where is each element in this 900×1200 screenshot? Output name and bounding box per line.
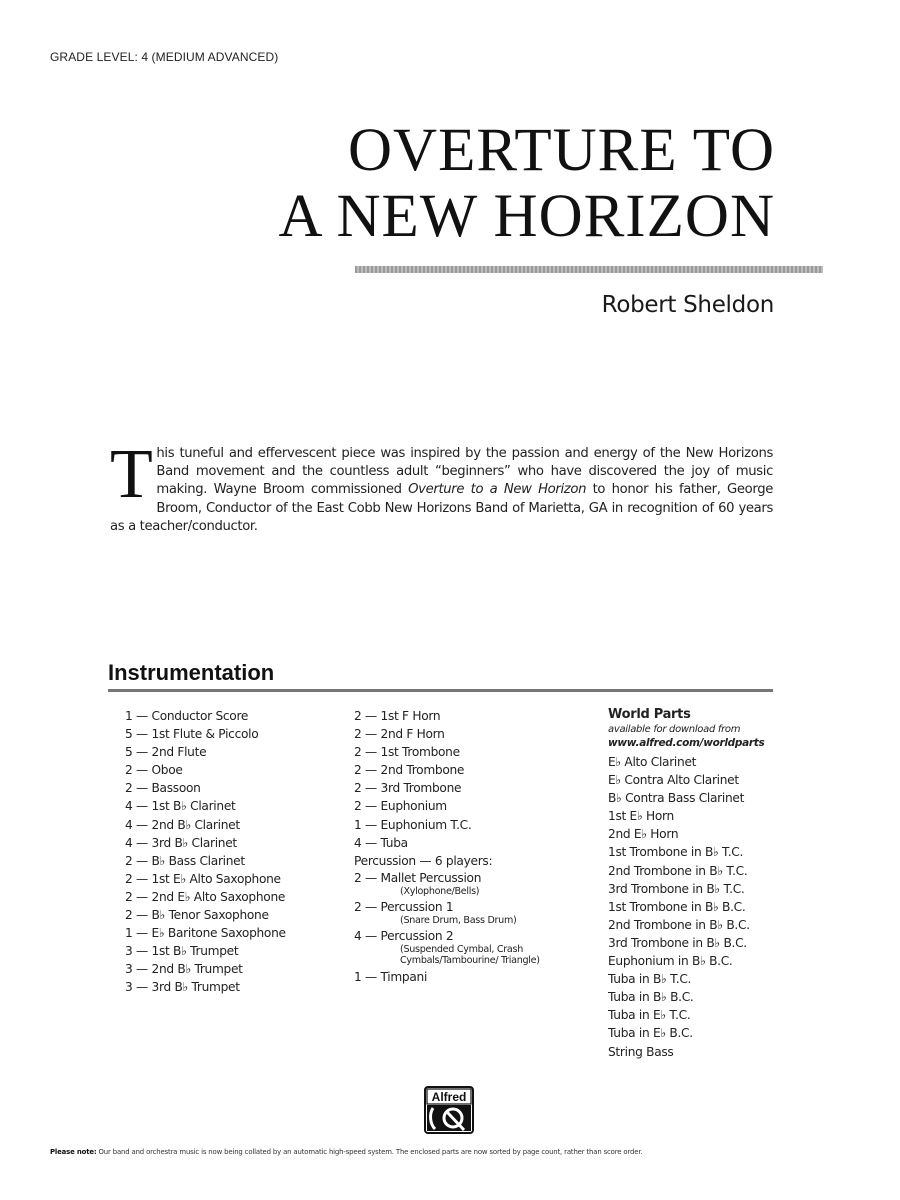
footer-note-text: Our band and orchestra music is now being collated by an automatic high-speed system. The enclosed parts are now sorted by page count, rather than score order. — [96, 1148, 643, 1156]
list-item: 1st E♭ Horn — [608, 809, 674, 824]
list-item: 4 — 2nd B♭ Clarinet — [125, 817, 240, 832]
list-item: 3 — 3rd B♭ Trumpet — [125, 980, 240, 995]
list-item: 2 — 1st E♭ Alto Saxophone — [125, 871, 281, 886]
list-item: 2 — B♭ Bass Clarinet — [125, 853, 245, 868]
instrumentation-divider — [108, 689, 773, 692]
percussion-detail: (Suspended Cymbal, Crash Cymbals/Tambourine/ Triangle) — [400, 943, 540, 966]
list-item: 2 — 1st Trombone — [354, 745, 460, 760]
list-item: 3rd Trombone in B♭ T.C. — [608, 881, 745, 896]
list-item: Euphonium in B♭ B.C. — [608, 954, 733, 969]
list-item: String Bass — [608, 1044, 674, 1059]
footer-note-label: Please note: — [50, 1148, 97, 1156]
list-item: B♭ Contra Bass Clarinet — [608, 791, 745, 806]
percussion-heading: Percussion — 6 players: — [354, 853, 493, 868]
percussion-label: 2 — Percussion 1 — [354, 899, 454, 914]
list-item: 2 — 2nd E♭ Alto Saxophone — [125, 889, 286, 904]
percussion-detail: (Xylophone/Bells) — [400, 885, 480, 897]
list-item: 3 — 2nd B♭ Trumpet — [125, 962, 243, 977]
intro-text-end: to honor his father, George Broom, Conductor of the East Cobb New Horizons Band of Marietta, GA in recognition of 60 years as a teacher/conductor. — [110, 482, 774, 534]
drop-cap: T — [110, 436, 153, 513]
list-item: 2 — 3rd Trombone — [354, 781, 462, 796]
world-parts-column — [608, 707, 764, 1061]
list-item: 1st Trombone in B♭ B.C. — [608, 899, 746, 914]
list-item: Tuba in B♭ B.C. — [608, 990, 694, 1005]
piece-title — [279, 118, 775, 250]
list-item: 2nd Trombone in B♭ T.C. — [608, 863, 748, 878]
instrumentation-heading: Instrumentation — [108, 660, 275, 685]
list-item: 4 — 1st B♭ Clarinet — [125, 799, 236, 814]
list-item: 1 — Timpani — [354, 969, 428, 984]
list-item: 5 — 2nd Flute — [125, 745, 207, 760]
title-line-1: OVERTURE TO — [347, 117, 775, 184]
list-item: Tuba in E♭ T.C. — [608, 1008, 691, 1023]
list-item: 2nd Trombone in B♭ B.C. — [608, 917, 750, 932]
list-item: 1 — Euphonium T.C. — [354, 817, 472, 832]
list-item: 3 — 1st B♭ Trumpet — [125, 944, 239, 959]
svg-text:Alfred: Alfred — [431, 1090, 467, 1104]
list-item: 5 — 1st Flute & Piccolo — [125, 727, 259, 742]
percussion-label: 2 — Mallet Percussion — [354, 870, 482, 885]
alfred-logo — [424, 1086, 474, 1134]
instrument-list-column-1 — [125, 707, 286, 997]
list-item: 4 — 3rd B♭ Clarinet — [125, 835, 237, 850]
percussion-item — [354, 928, 560, 966]
list-item: 3rd Trombone in B♭ B.C. — [608, 935, 747, 950]
list-item: 2 — Bassoon — [125, 781, 201, 796]
list-item: 1 — E♭ Baritone Saxophone — [125, 926, 286, 941]
world-parts-note: available for download from — [608, 724, 741, 735]
list-item: Tuba in E♭ B.C. — [608, 1026, 693, 1041]
grade-level: GRADE LEVEL: 4 (MEDIUM ADVANCED) — [50, 50, 279, 64]
alfred-logo-icon — [424, 1086, 474, 1134]
composer-name: Robert Sheldon — [601, 292, 774, 318]
list-item: 1 — Conductor Score — [125, 709, 249, 723]
list-item: 2 — 1st F Horn — [354, 709, 441, 723]
instrument-list-column-2 — [354, 707, 560, 986]
intro-title-italic: Overture to a New Horizon — [408, 482, 587, 498]
intro-text: his tuneful and effervescent piece was inspired by the passion and energy of the New Horizons Band movement and the countless adult “beginners” who have discovered the joy of music making. Wayne Broom commissioned — [156, 446, 773, 498]
list-item: 2 — Euphonium — [354, 799, 447, 814]
list-item: E♭ Contra Alto Clarinet — [608, 773, 739, 788]
list-item: 2 — 2nd Trombone — [354, 763, 465, 778]
title-divider — [355, 266, 823, 273]
intro-paragraph — [110, 436, 774, 536]
list-item: 2 — Oboe — [125, 763, 183, 778]
title-line-2: A NEW HORIZON — [278, 183, 775, 250]
list-item: 2nd E♭ Horn — [608, 827, 679, 842]
world-parts-title: World Parts — [608, 707, 691, 722]
list-item: 2 — B♭ Tenor Saxophone — [125, 908, 269, 923]
percussion-item — [354, 870, 560, 897]
list-item: 4 — Tuba — [354, 835, 408, 850]
footer-note — [50, 1148, 850, 1156]
percussion-detail: (Snare Drum, Bass Drum) — [400, 914, 517, 926]
list-item: Tuba in B♭ T.C. — [608, 972, 692, 987]
percussion-label: 4 — Percussion 2 — [354, 928, 454, 943]
percussion-item — [354, 899, 560, 926]
list-item: 2 — 2nd F Horn — [354, 727, 445, 742]
list-item: 1st Trombone in B♭ T.C. — [608, 845, 744, 860]
world-parts-link[interactable]: www.alfred.com/worldparts — [608, 737, 765, 749]
list-item: E♭ Alto Clarinet — [608, 755, 697, 769]
